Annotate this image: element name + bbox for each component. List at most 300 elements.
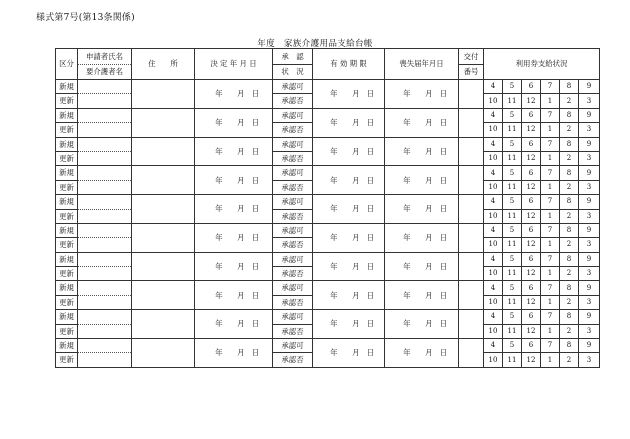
loss-date-cell[interactable] bbox=[385, 166, 459, 195]
ledger-row-top bbox=[56, 252, 600, 266]
date-month-label: 月 bbox=[425, 175, 433, 185]
header-validity: 有 効 期 限 bbox=[313, 49, 385, 80]
applicant-name-cell[interactable] bbox=[78, 281, 132, 295]
date-day-label: 日 bbox=[439, 117, 448, 127]
approved-label: 承認可 bbox=[273, 166, 313, 180]
header-care-recipient-name: 要介護者名 bbox=[78, 64, 132, 80]
form-number: 様式第7号(第13条関係) bbox=[36, 13, 135, 23]
header-approval-top: 承 認 bbox=[273, 49, 313, 65]
month-cell: 6 bbox=[522, 166, 541, 180]
date-month-label: 月 bbox=[425, 290, 433, 300]
month-cell: 1 bbox=[541, 295, 560, 309]
month-cell: 6 bbox=[522, 339, 541, 353]
month-cell: 10 bbox=[484, 353, 503, 367]
date-year-label: 年 bbox=[403, 319, 411, 329]
date-month-label: 月 bbox=[237, 261, 245, 271]
month-cell: 8 bbox=[560, 252, 579, 266]
loss-date-cell[interactable] bbox=[385, 281, 459, 310]
month-cell: 6 bbox=[522, 195, 541, 209]
month-cell: 3 bbox=[579, 295, 600, 309]
denied-label: 承認否 bbox=[273, 353, 313, 367]
month-cell: 10 bbox=[484, 324, 503, 338]
date-year-label: 年 bbox=[403, 89, 411, 99]
date-month-label: 月 bbox=[352, 261, 360, 271]
issue-number-cell[interactable] bbox=[459, 223, 484, 252]
loss-date-cell[interactable] bbox=[385, 195, 459, 224]
decision-date-cell[interactable] bbox=[195, 223, 273, 252]
issue-number-cell[interactable] bbox=[459, 281, 484, 310]
date-month-label: 月 bbox=[237, 319, 245, 329]
care-recipient-name-cell[interactable] bbox=[78, 238, 132, 252]
kubun-new-label: 新規 bbox=[56, 80, 78, 94]
date-day-label: 日 bbox=[439, 146, 448, 156]
decision-date-cell[interactable] bbox=[195, 108, 273, 137]
month-cell: 4 bbox=[484, 80, 503, 94]
address-cell[interactable] bbox=[132, 310, 195, 339]
applicant-name-cell[interactable] bbox=[78, 223, 132, 237]
month-cell: 7 bbox=[541, 195, 560, 209]
denied-label: 承認否 bbox=[273, 94, 313, 108]
month-cell: 5 bbox=[503, 223, 522, 237]
month-cell: 3 bbox=[579, 180, 600, 194]
date-year-label: 年 bbox=[330, 175, 338, 185]
kubun-new-label: 新規 bbox=[56, 339, 78, 353]
kubun-renew-label: 更新 bbox=[56, 238, 78, 252]
date-month-label: 月 bbox=[237, 89, 245, 99]
header-loss-date: 喪失届年月日 bbox=[385, 49, 459, 80]
care-recipient-name-cell[interactable] bbox=[78, 123, 132, 137]
header-applicant-name: 申請者氏名 bbox=[78, 49, 132, 65]
loss-date-cell[interactable] bbox=[385, 108, 459, 137]
denied-label: 承認否 bbox=[273, 123, 313, 137]
validity-date-cell[interactable] bbox=[313, 137, 385, 166]
month-cell: 12 bbox=[522, 94, 541, 108]
kubun-renew-label: 更新 bbox=[56, 267, 78, 281]
date-year-label: 年 bbox=[403, 204, 411, 214]
applicant-name-cell[interactable] bbox=[78, 137, 132, 151]
issue-number-cell[interactable] bbox=[459, 252, 484, 281]
loss-date-cell[interactable] bbox=[385, 339, 459, 368]
month-cell: 6 bbox=[522, 223, 541, 237]
header-usage: 利用券支給状況 bbox=[484, 49, 600, 80]
date-day-label: 日 bbox=[439, 89, 448, 99]
address-cell[interactable] bbox=[132, 223, 195, 252]
date-year-label: 年 bbox=[330, 261, 338, 271]
applicant-name-cell[interactable] bbox=[78, 108, 132, 122]
date-day-label: 日 bbox=[251, 89, 260, 99]
month-cell: 5 bbox=[503, 137, 522, 151]
month-cell: 7 bbox=[541, 339, 560, 353]
care-recipient-name-cell[interactable] bbox=[78, 295, 132, 309]
month-cell: 2 bbox=[560, 267, 579, 281]
decision-date-cell[interactable] bbox=[195, 252, 273, 281]
address-cell[interactable] bbox=[132, 108, 195, 137]
ledger-row-top bbox=[56, 80, 600, 94]
validity-date-cell[interactable] bbox=[313, 310, 385, 339]
month-cell: 4 bbox=[484, 137, 503, 151]
month-cell: 6 bbox=[522, 80, 541, 94]
denied-label: 承認否 bbox=[273, 295, 313, 309]
header-row-top bbox=[56, 49, 600, 65]
date-year-label: 年 bbox=[330, 89, 338, 99]
issue-number-cell[interactable] bbox=[459, 137, 484, 166]
care-recipient-name-cell[interactable] bbox=[78, 324, 132, 338]
month-cell: 10 bbox=[484, 180, 503, 194]
month-cell: 12 bbox=[522, 267, 541, 281]
month-cell: 7 bbox=[541, 310, 560, 324]
address-cell[interactable] bbox=[132, 281, 195, 310]
validity-date-cell[interactable] bbox=[313, 339, 385, 368]
address-cell[interactable] bbox=[132, 195, 195, 224]
ledger-row-top bbox=[56, 339, 600, 353]
date-month-label: 月 bbox=[237, 290, 245, 300]
validity-date-cell[interactable] bbox=[313, 108, 385, 137]
decision-date-cell[interactable] bbox=[195, 281, 273, 310]
date-year-label: 年 bbox=[403, 348, 411, 358]
applicant-name-cell[interactable] bbox=[78, 252, 132, 266]
decision-date-cell[interactable] bbox=[195, 80, 273, 109]
address-cell[interactable] bbox=[132, 166, 195, 195]
loss-date-cell[interactable] bbox=[385, 252, 459, 281]
kubun-renew-label: 更新 bbox=[56, 123, 78, 137]
address-cell[interactable] bbox=[132, 80, 195, 109]
header-decision-date: 決 定 年 月 日 bbox=[195, 49, 273, 80]
date-month-label: 月 bbox=[352, 319, 360, 329]
date-day-label: 日 bbox=[439, 204, 448, 214]
month-cell: 2 bbox=[560, 295, 579, 309]
date-month-label: 月 bbox=[352, 175, 360, 185]
month-cell: 2 bbox=[560, 180, 579, 194]
month-cell: 3 bbox=[579, 324, 600, 338]
loss-date-cell[interactable] bbox=[385, 310, 459, 339]
month-cell: 8 bbox=[560, 223, 579, 237]
month-cell: 1 bbox=[541, 353, 560, 367]
date-day-label: 日 bbox=[439, 290, 448, 300]
month-cell: 11 bbox=[503, 94, 522, 108]
loss-date-cell[interactable] bbox=[385, 137, 459, 166]
month-cell: 5 bbox=[503, 166, 522, 180]
kubun-renew-label: 更新 bbox=[56, 180, 78, 194]
validity-date-cell[interactable] bbox=[313, 195, 385, 224]
approved-label: 承認可 bbox=[273, 281, 313, 295]
issue-number-cell[interactable] bbox=[459, 108, 484, 137]
approved-label: 承認可 bbox=[273, 137, 313, 151]
date-year-label: 年 bbox=[215, 290, 223, 300]
date-day-label: 日 bbox=[251, 290, 260, 300]
month-cell: 8 bbox=[560, 80, 579, 94]
month-cell: 1 bbox=[541, 123, 560, 137]
issue-number-cell[interactable] bbox=[459, 195, 484, 224]
month-cell: 10 bbox=[484, 267, 503, 281]
address-cell[interactable] bbox=[132, 252, 195, 281]
approved-label: 承認可 bbox=[273, 108, 313, 122]
month-cell: 11 bbox=[503, 209, 522, 223]
date-year-label: 年 bbox=[330, 233, 338, 243]
denied-label: 承認否 bbox=[273, 151, 313, 165]
month-cell: 5 bbox=[503, 339, 522, 353]
month-cell: 11 bbox=[503, 324, 522, 338]
date-day-label: 日 bbox=[251, 175, 260, 185]
month-cell: 1 bbox=[541, 238, 560, 252]
month-cell: 12 bbox=[522, 209, 541, 223]
month-cell: 5 bbox=[503, 252, 522, 266]
kubun-new-label: 新規 bbox=[56, 281, 78, 295]
approved-label: 承認可 bbox=[273, 339, 313, 353]
validity-date-cell[interactable] bbox=[313, 223, 385, 252]
date-day-label: 日 bbox=[439, 319, 448, 329]
date-day-label: 日 bbox=[366, 261, 375, 271]
month-cell: 11 bbox=[503, 123, 522, 137]
month-cell: 11 bbox=[503, 238, 522, 252]
kubun-new-label: 新規 bbox=[56, 137, 78, 151]
ledger-row-top bbox=[56, 310, 600, 324]
validity-date-cell[interactable] bbox=[313, 166, 385, 195]
month-cell: 3 bbox=[579, 209, 600, 223]
date-year-label: 年 bbox=[403, 233, 411, 243]
kubun-renew-label: 更新 bbox=[56, 209, 78, 223]
month-cell: 7 bbox=[541, 166, 560, 180]
decision-date-cell[interactable] bbox=[195, 339, 273, 368]
validity-date-cell[interactable] bbox=[313, 252, 385, 281]
applicant-name-cell[interactable] bbox=[78, 80, 132, 94]
month-cell: 7 bbox=[541, 80, 560, 94]
kubun-new-label: 新規 bbox=[56, 310, 78, 324]
care-recipient-name-cell[interactable] bbox=[78, 267, 132, 281]
month-cell: 6 bbox=[522, 281, 541, 295]
month-cell: 9 bbox=[579, 281, 600, 295]
date-day-label: 日 bbox=[251, 117, 260, 127]
month-cell: 12 bbox=[522, 295, 541, 309]
month-cell: 1 bbox=[541, 209, 560, 223]
kubun-renew-label: 更新 bbox=[56, 94, 78, 108]
kubun-renew-label: 更新 bbox=[56, 353, 78, 367]
ledger-row-top bbox=[56, 137, 600, 151]
month-cell: 7 bbox=[541, 252, 560, 266]
decision-date-cell[interactable] bbox=[195, 137, 273, 166]
ledger-row-top bbox=[56, 166, 600, 180]
date-year-label: 年 bbox=[215, 175, 223, 185]
issue-number-cell[interactable] bbox=[459, 166, 484, 195]
month-cell: 3 bbox=[579, 123, 600, 137]
date-month-label: 月 bbox=[237, 146, 245, 156]
month-cell: 10 bbox=[484, 295, 503, 309]
month-cell: 8 bbox=[560, 339, 579, 353]
month-cell: 12 bbox=[522, 123, 541, 137]
month-cell: 4 bbox=[484, 108, 503, 122]
month-cell: 7 bbox=[541, 108, 560, 122]
date-day-label: 日 bbox=[366, 117, 375, 127]
date-year-label: 年 bbox=[330, 348, 338, 358]
denied-label: 承認否 bbox=[273, 238, 313, 252]
date-day-label: 日 bbox=[366, 319, 375, 329]
month-cell: 3 bbox=[579, 94, 600, 108]
date-year-label: 年 bbox=[215, 348, 223, 358]
ledger-table bbox=[55, 48, 600, 368]
date-day-label: 日 bbox=[439, 348, 448, 358]
kubun-new-label: 新規 bbox=[56, 252, 78, 266]
month-cell: 9 bbox=[579, 195, 600, 209]
date-day-label: 日 bbox=[439, 261, 448, 271]
date-month-label: 月 bbox=[352, 89, 360, 99]
month-cell: 10 bbox=[484, 238, 503, 252]
address-cell[interactable] bbox=[132, 137, 195, 166]
month-cell: 8 bbox=[560, 108, 579, 122]
date-day-label: 日 bbox=[251, 319, 260, 329]
kubun-new-label: 新規 bbox=[56, 223, 78, 237]
month-cell: 8 bbox=[560, 166, 579, 180]
date-month-label: 月 bbox=[352, 146, 360, 156]
month-cell: 3 bbox=[579, 238, 600, 252]
month-cell: 4 bbox=[484, 310, 503, 324]
date-year-label: 年 bbox=[330, 319, 338, 329]
date-year-label: 年 bbox=[403, 261, 411, 271]
month-cell: 1 bbox=[541, 151, 560, 165]
date-day-label: 日 bbox=[366, 89, 375, 99]
date-month-label: 月 bbox=[425, 146, 433, 156]
date-year-label: 年 bbox=[215, 319, 223, 329]
month-cell: 9 bbox=[579, 80, 600, 94]
month-cell: 5 bbox=[503, 310, 522, 324]
approved-label: 承認可 bbox=[273, 310, 313, 324]
date-month-label: 月 bbox=[425, 348, 433, 358]
applicant-name-cell[interactable] bbox=[78, 339, 132, 353]
kubun-new-label: 新規 bbox=[56, 195, 78, 209]
care-recipient-name-cell[interactable] bbox=[78, 94, 132, 108]
kubun-renew-label: 更新 bbox=[56, 324, 78, 338]
header-approval-bottom: 状 況 bbox=[273, 64, 313, 80]
month-cell: 2 bbox=[560, 238, 579, 252]
month-cell: 7 bbox=[541, 137, 560, 151]
month-cell: 9 bbox=[579, 252, 600, 266]
date-month-label: 月 bbox=[237, 204, 245, 214]
care-recipient-name-cell[interactable] bbox=[78, 180, 132, 194]
month-cell: 1 bbox=[541, 324, 560, 338]
date-month-label: 月 bbox=[352, 204, 360, 214]
month-cell: 5 bbox=[503, 195, 522, 209]
decision-date-cell[interactable] bbox=[195, 166, 273, 195]
date-month-label: 月 bbox=[352, 117, 360, 127]
approved-label: 承認可 bbox=[273, 252, 313, 266]
issue-number-cell[interactable] bbox=[459, 339, 484, 368]
month-cell: 11 bbox=[503, 295, 522, 309]
month-cell: 11 bbox=[503, 180, 522, 194]
loss-date-cell[interactable] bbox=[385, 80, 459, 109]
date-year-label: 年 bbox=[330, 290, 338, 300]
decision-date-cell[interactable] bbox=[195, 310, 273, 339]
date-day-label: 日 bbox=[439, 233, 448, 243]
date-year-label: 年 bbox=[330, 204, 338, 214]
month-cell: 5 bbox=[503, 281, 522, 295]
month-cell: 12 bbox=[522, 324, 541, 338]
date-year-label: 年 bbox=[403, 146, 411, 156]
month-cell: 1 bbox=[541, 94, 560, 108]
date-year-label: 年 bbox=[403, 117, 411, 127]
month-cell: 2 bbox=[560, 94, 579, 108]
date-day-label: 日 bbox=[366, 204, 375, 214]
applicant-name-cell[interactable] bbox=[78, 166, 132, 180]
month-cell: 2 bbox=[560, 209, 579, 223]
date-month-label: 月 bbox=[352, 290, 360, 300]
date-day-label: 日 bbox=[251, 348, 260, 358]
date-month-label: 月 bbox=[352, 348, 360, 358]
month-cell: 9 bbox=[579, 223, 600, 237]
date-month-label: 月 bbox=[425, 261, 433, 271]
applicant-name-cell[interactable] bbox=[78, 195, 132, 209]
date-day-label: 日 bbox=[251, 204, 260, 214]
month-cell: 4 bbox=[484, 195, 503, 209]
date-month-label: 月 bbox=[425, 319, 433, 329]
date-year-label: 年 bbox=[215, 204, 223, 214]
address-cell[interactable] bbox=[132, 339, 195, 368]
issue-number-cell[interactable] bbox=[459, 310, 484, 339]
date-year-label: 年 bbox=[330, 146, 338, 156]
month-cell: 9 bbox=[579, 166, 600, 180]
denied-label: 承認否 bbox=[273, 324, 313, 338]
header-issue-bottom: 番号 bbox=[459, 64, 484, 80]
month-cell: 4 bbox=[484, 223, 503, 237]
decision-date-cell[interactable] bbox=[195, 195, 273, 224]
date-day-label: 日 bbox=[366, 175, 375, 185]
date-day-label: 日 bbox=[439, 175, 448, 185]
loss-date-cell[interactable] bbox=[385, 223, 459, 252]
month-cell: 10 bbox=[484, 123, 503, 137]
month-cell: 12 bbox=[522, 151, 541, 165]
care-recipient-name-cell[interactable] bbox=[78, 151, 132, 165]
month-cell: 10 bbox=[484, 209, 503, 223]
header-issue-top: 交付 bbox=[459, 49, 484, 65]
date-year-label: 年 bbox=[403, 175, 411, 185]
month-cell: 4 bbox=[484, 252, 503, 266]
date-month-label: 月 bbox=[237, 233, 245, 243]
month-cell: 9 bbox=[579, 137, 600, 151]
header-kubun: 区分 bbox=[56, 49, 78, 80]
date-year-label: 年 bbox=[215, 89, 223, 99]
month-cell: 9 bbox=[579, 339, 600, 353]
date-month-label: 月 bbox=[352, 233, 360, 243]
date-month-label: 月 bbox=[237, 117, 245, 127]
date-month-label: 月 bbox=[237, 348, 245, 358]
denied-label: 承認否 bbox=[273, 267, 313, 281]
applicant-name-cell[interactable] bbox=[78, 310, 132, 324]
month-cell: 10 bbox=[484, 151, 503, 165]
month-cell: 12 bbox=[522, 180, 541, 194]
month-cell: 6 bbox=[522, 137, 541, 151]
month-cell: 8 bbox=[560, 137, 579, 151]
date-year-label: 年 bbox=[215, 117, 223, 127]
header-address: 住 所 bbox=[132, 49, 195, 80]
month-cell: 2 bbox=[560, 324, 579, 338]
month-cell: 8 bbox=[560, 310, 579, 324]
month-cell: 7 bbox=[541, 223, 560, 237]
kubun-renew-label: 更新 bbox=[56, 151, 78, 165]
validity-date-cell[interactable] bbox=[313, 80, 385, 109]
month-cell: 6 bbox=[522, 108, 541, 122]
month-cell: 8 bbox=[560, 195, 579, 209]
validity-date-cell[interactable] bbox=[313, 281, 385, 310]
issue-number-cell[interactable] bbox=[459, 80, 484, 109]
date-day-label: 日 bbox=[251, 146, 260, 156]
ledger-row-top bbox=[56, 108, 600, 122]
date-month-label: 月 bbox=[237, 175, 245, 185]
month-cell: 9 bbox=[579, 310, 600, 324]
ledger-row-top bbox=[56, 195, 600, 209]
month-cell: 2 bbox=[560, 123, 579, 137]
denied-label: 承認否 bbox=[273, 180, 313, 194]
month-cell: 11 bbox=[503, 353, 522, 367]
care-recipient-name-cell[interactable] bbox=[78, 209, 132, 223]
care-recipient-name-cell[interactable] bbox=[78, 353, 132, 367]
date-month-label: 月 bbox=[425, 89, 433, 99]
